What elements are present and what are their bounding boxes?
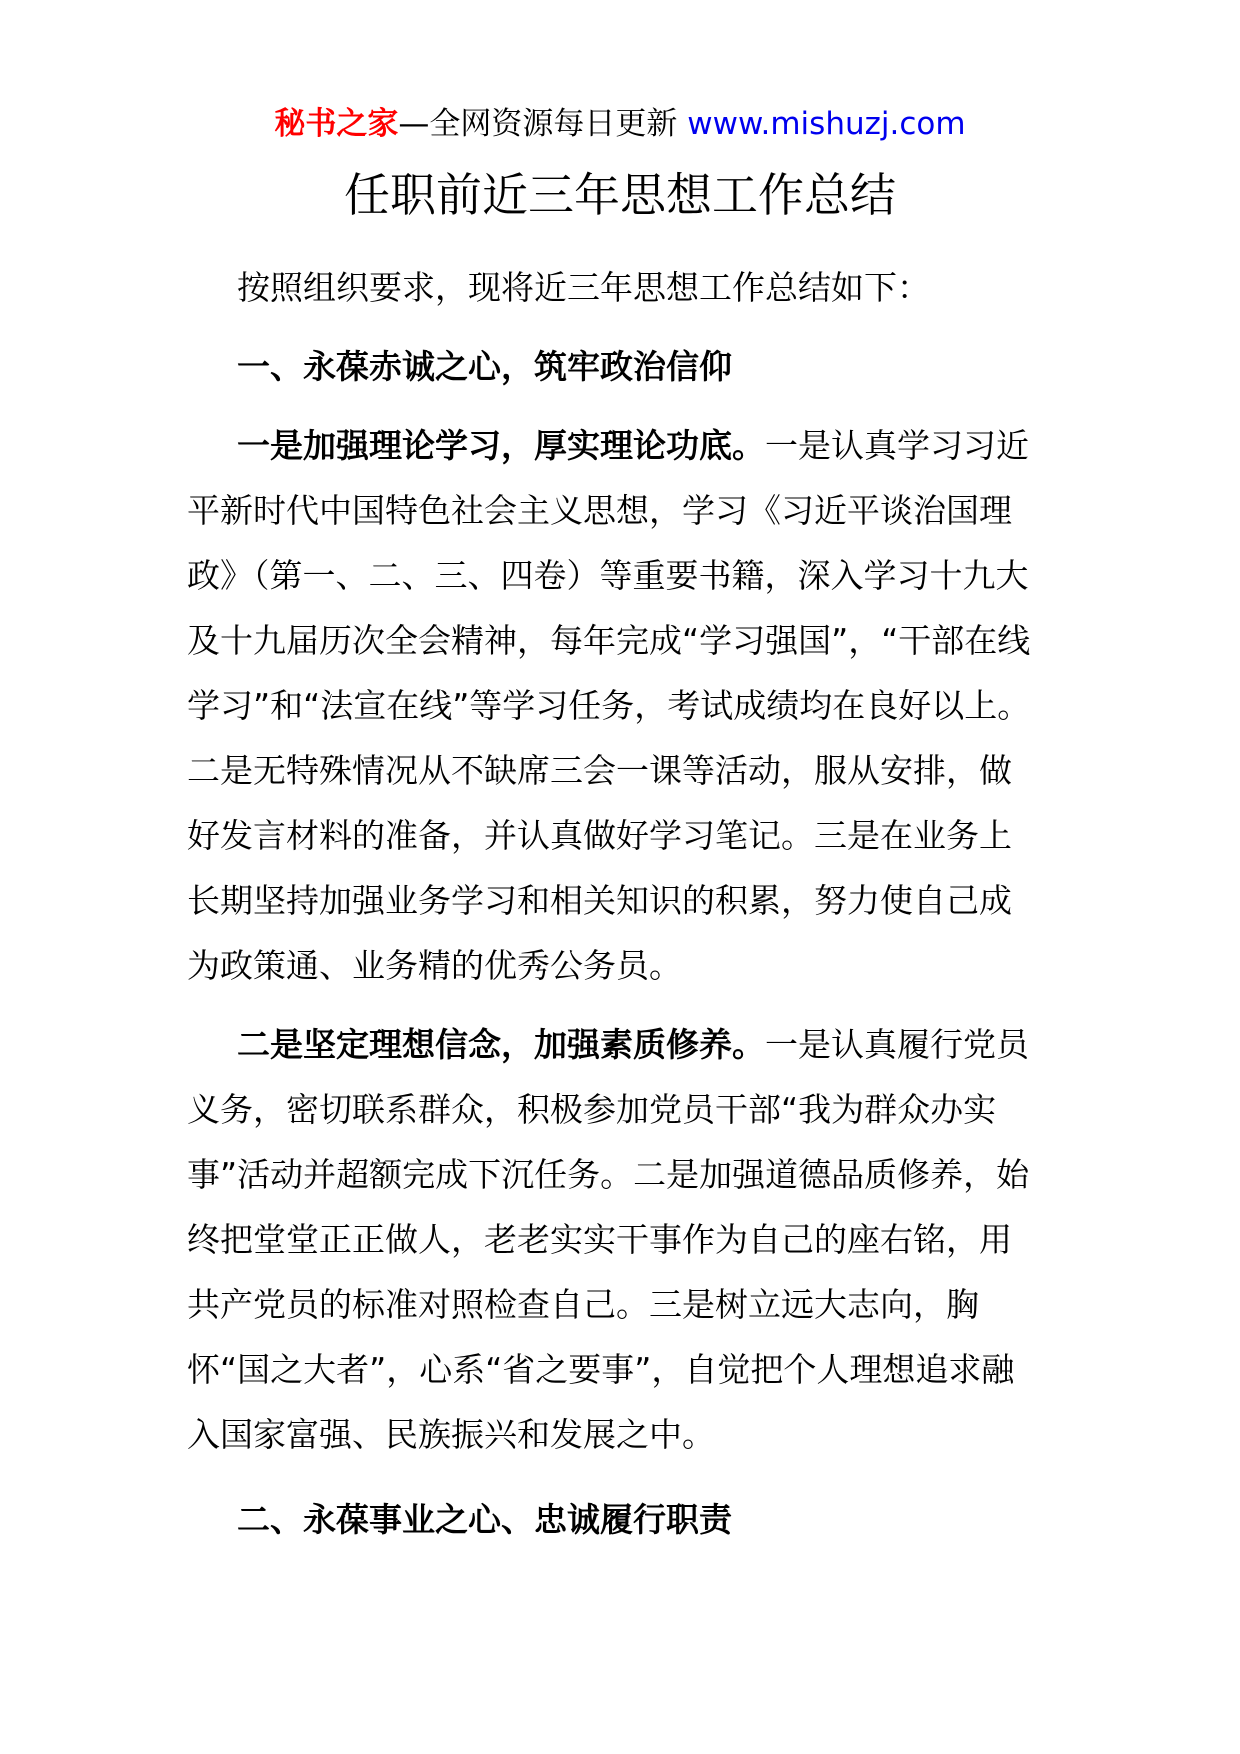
document-body [187, 255, 1037, 1566]
paragraph-text: 一是认真履行党员义务，密切联系群众，积极参加党员干部“我为群众办实事”活动并超额完成下沉任务。二是加强道德品质修养，始终把堂堂正正做人，老老实实干事作为自己的座右铭，用共产党员的标准对照检查自己。三是树立远大志向，胸怀“国之大者”，心系“省之要事”，自觉把个人理想追求融入国家富强、民族振兴和发展之中。 [187, 1025, 1030, 1454]
document-title: 任职前近三年思想工作总结 [344, 168, 896, 222]
paragraph-theory-study [187, 413, 1037, 998]
paragraph-ideals-faith [187, 1012, 1037, 1467]
paragraph-lead: 一是加强理论学习，厚实理论功底。 [237, 426, 765, 465]
section-heading-2: 二、永葆事业之心、忠诚履行职责 [237, 1500, 732, 1539]
intro-paragraph: 按照组织要求，现将近三年思想工作总结如下： [237, 268, 930, 307]
brand-name: 秘书之家 [274, 106, 399, 142]
site-link[interactable]: www.mishuzj.com [687, 106, 966, 142]
site-header [0, 98, 1240, 150]
paragraph-lead: 二是坚定理想信念，加强素质修养。 [237, 1025, 765, 1064]
section-heading-1: 一、永葆赤诚之心，筑牢政治信仰 [237, 347, 732, 386]
paragraph-text: 一是认真学习习近平新时代中国特色社会主义思想，学习《习近平谈治国理政》（第一、二、三、四卷）等重要书籍，深入学习十九大及十九届历次全会精神，每年完成“学习强国”，“干部在线学习”和“法宣在线”等学习任务，考试成绩均在良好以上。二是无特殊情况从不缺席三会一课等活动，服从安排，做好发言材料的准备，并认真做好学习笔记。三是在业务上长期坚持加强业务学习和相关知识的积累，努力使自己成为政策通、业务精的优秀公务员。 [187, 426, 1031, 985]
header-tagline: —全网资源每日更新 [398, 106, 678, 142]
